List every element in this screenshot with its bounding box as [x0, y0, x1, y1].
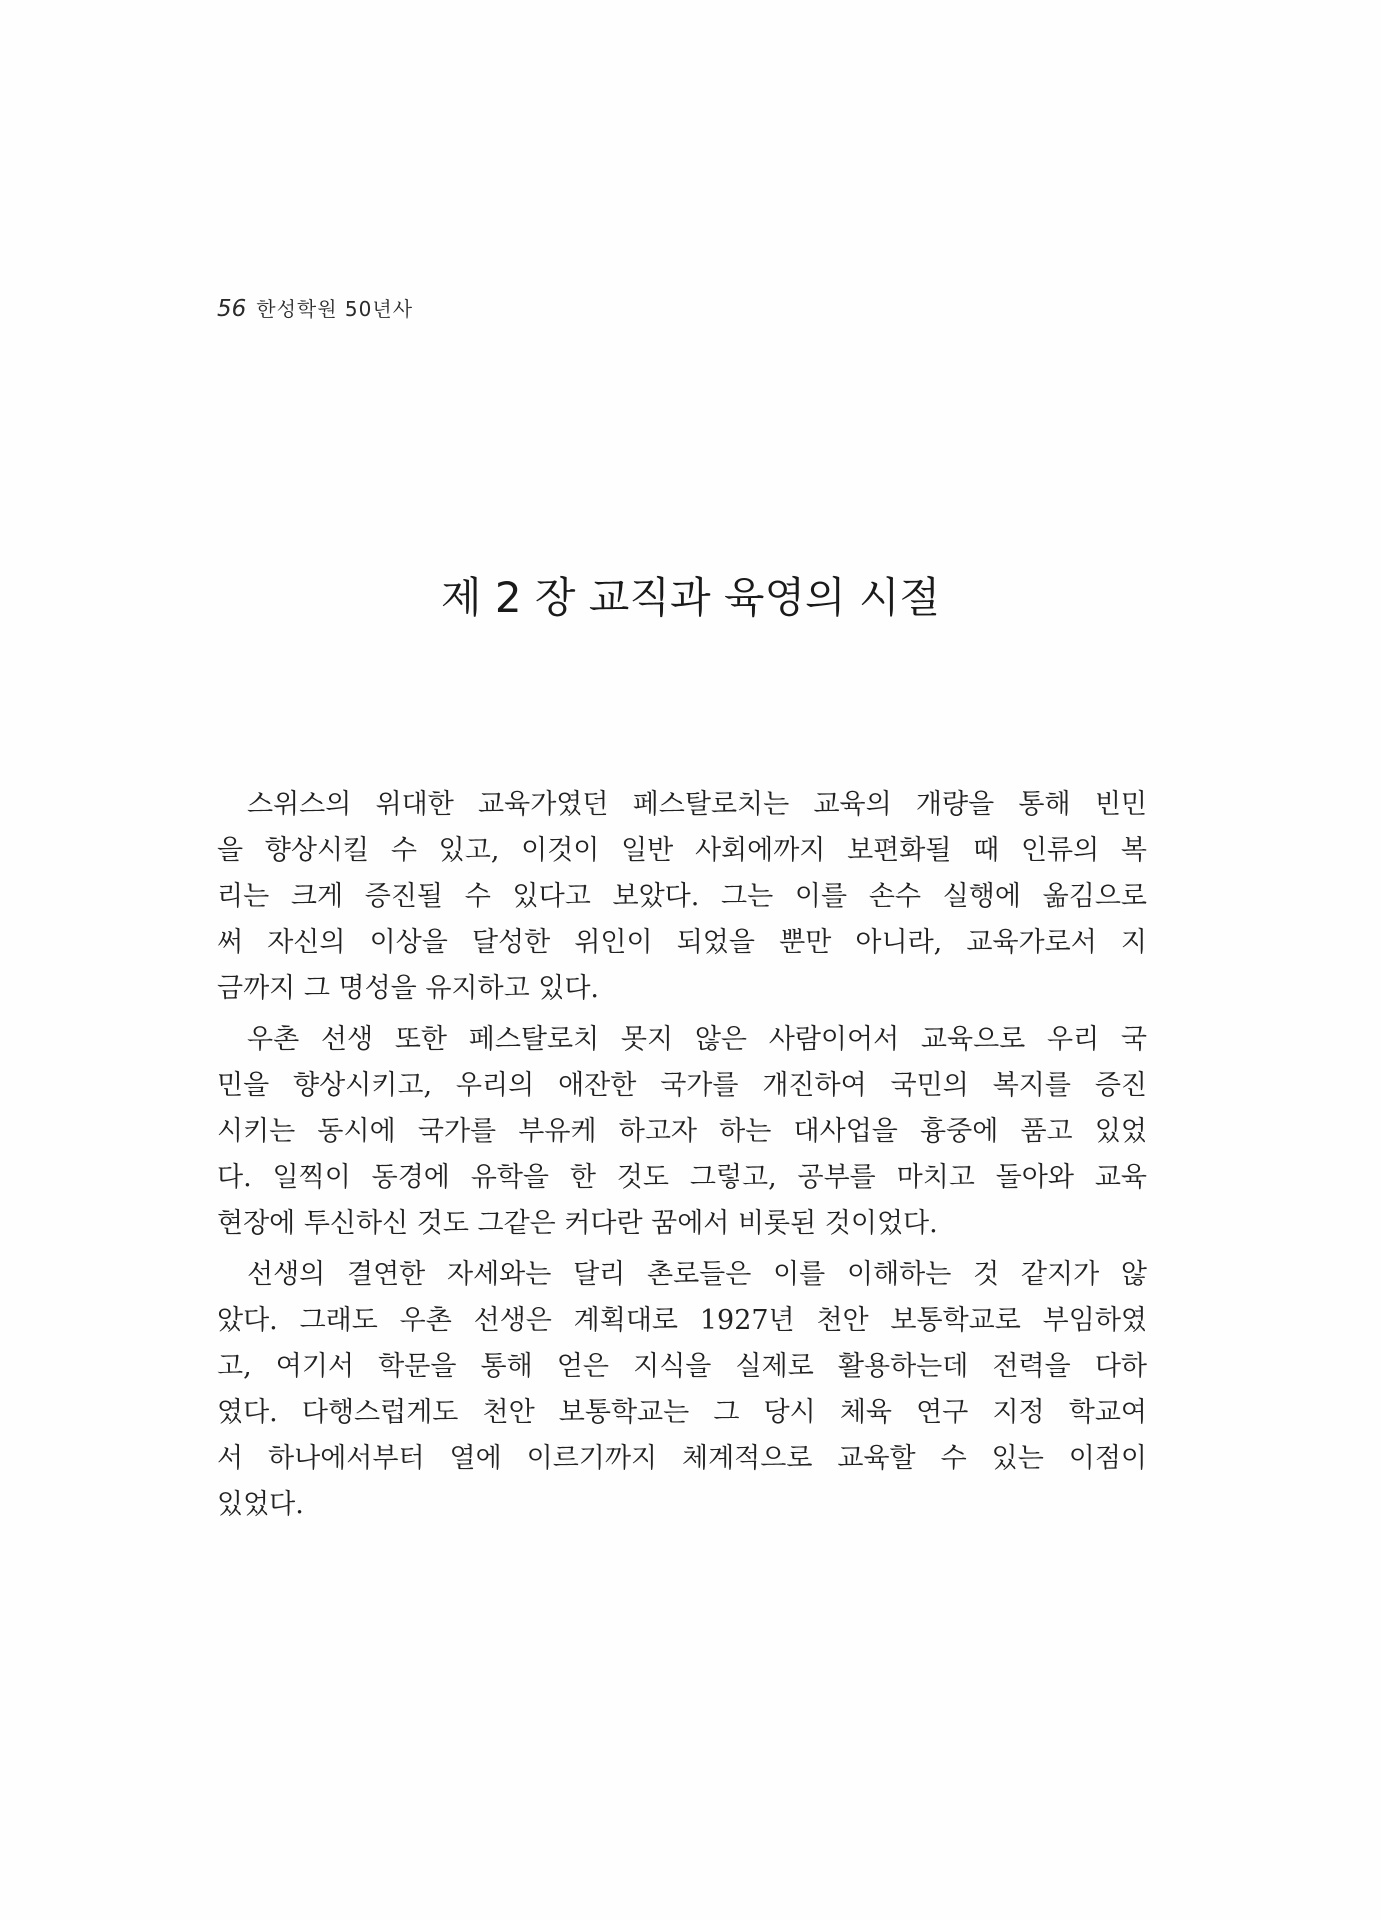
text-line: 선생의 결연한 자세와는 달리 촌로들은 이를 이해하는 것 같지가 않: [247, 1259, 1147, 1290]
text-line: 현장에 투신하신 것도 그같은 커다란 꿈에서 비롯된 것이었다.: [217, 1208, 938, 1239]
text-line: 민을 향상시키고, 우리의 애잔한 국가를 개진하여 국민의 복지를 증진: [217, 1070, 1147, 1101]
running-title: 한성학원 50년사: [256, 297, 414, 321]
paragraph-2: [217, 1017, 1147, 1247]
text-line: 리는 크게 증진될 수 있다고 보았다. 그는 이를 손수 실행에 옮김으로: [217, 881, 1147, 912]
running-header: [217, 294, 413, 324]
text-line: 시키는 동시에 국가를 부유케 하고자 하는 대사업을 흉중에 품고 있었: [217, 1116, 1147, 1147]
text-line: 다. 일찍이 동경에 유학을 한 것도 그렇고, 공부를 마치고 돌아와 교육: [217, 1162, 1147, 1193]
text-line: 금까지 그 명성을 유지하고 있다.: [217, 973, 599, 1004]
text-line: 을 향상시킬 수 있고, 이것이 일반 사회에까지 보편화될 때 인류의 복: [217, 835, 1147, 866]
chapter-title: 제 2 장 교직과 육영의 시절: [440, 573, 941, 622]
text-line: 스위스의 위대한 교육가였던 페스탈로치는 교육의 개량을 통해 빈민: [247, 789, 1147, 820]
text-line: 우촌 선생 또한 페스탈로치 못지 않은 사람이어서 교육으로 우리 국: [247, 1024, 1147, 1055]
text-line: 서 하나에서부터 열에 이르기까지 체계적으로 교육할 수 있는 이점이: [217, 1443, 1147, 1474]
text-line: 였다. 다행스럽게도 천안 보통학교는 그 당시 체육 연구 지정 학교여: [217, 1397, 1147, 1428]
body-text: [217, 782, 1147, 1533]
text-line: 있었다.: [217, 1489, 304, 1520]
text-line: 고, 여기서 학문을 통해 얻은 지식을 실제로 활용하는데 전력을 다하: [217, 1351, 1147, 1382]
paragraph-1: [217, 782, 1147, 1012]
text-line: 았다. 그래도 우촌 선생은 계획대로 1927년 천안 보통학교로 부임하였: [217, 1305, 1147, 1336]
page-number: 56: [217, 296, 247, 322]
paragraph-3: [217, 1252, 1147, 1528]
text-line: 써 자신의 이상을 달성한 위인이 되었을 뿐만 아니라, 교육가로서 지: [217, 927, 1147, 958]
